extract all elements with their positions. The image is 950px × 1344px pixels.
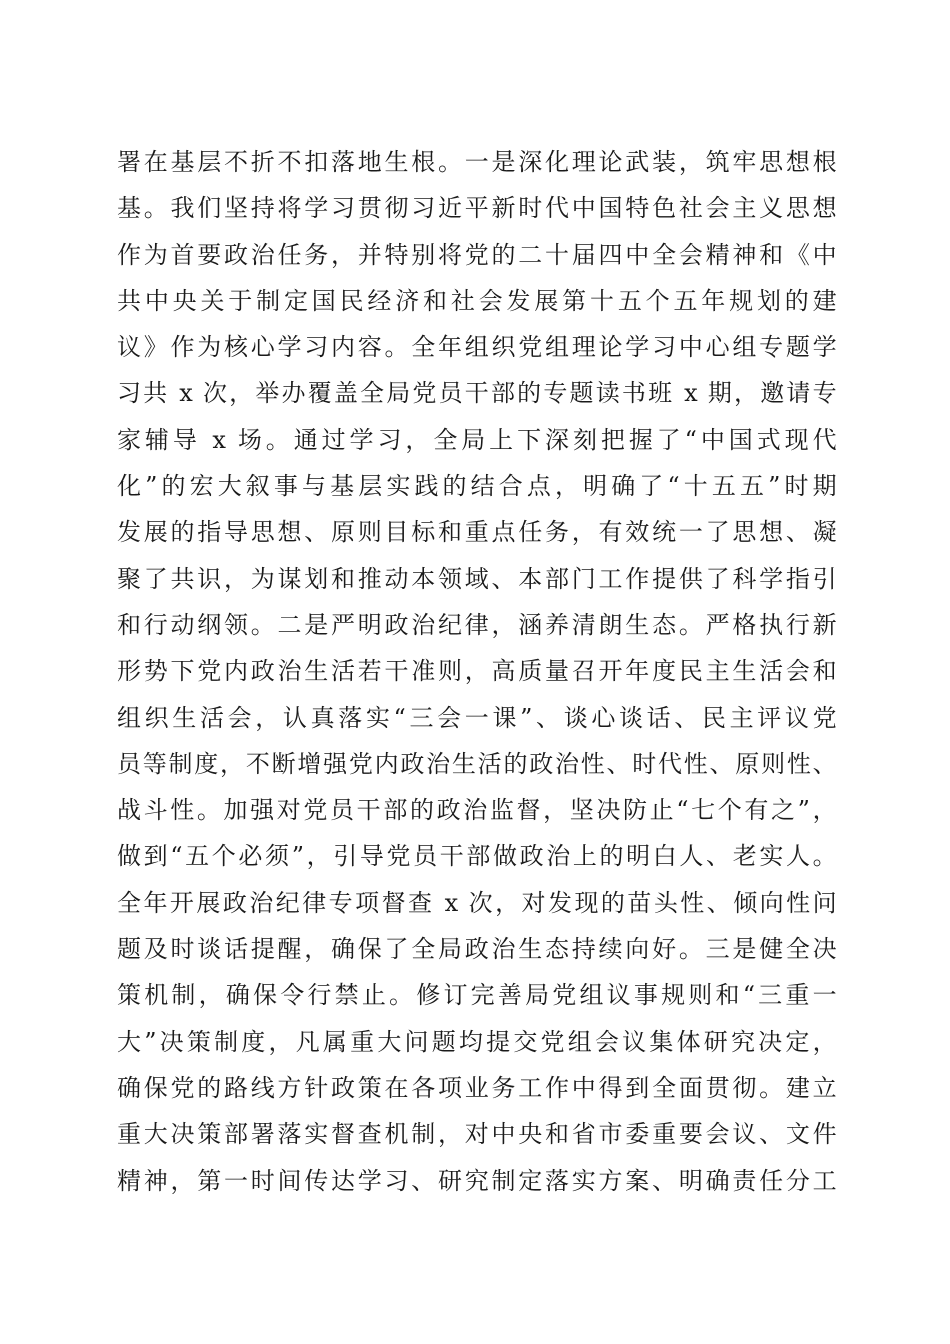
text-line: 和行动纲领。二是严明政治纪律，涵养清朗生态。严格执行新 — [117, 610, 837, 639]
text-line: 组织生活会，认真落实“三会一课”、谈心谈话、民主评议党 — [117, 703, 837, 732]
text-line: 基。我们坚持将学习贯彻习近平新时代中国特色社会主义思想 — [117, 194, 837, 223]
text-line: 聚了共识，为谋划和推动本领域、本部门工作提供了科学指引 — [117, 564, 837, 593]
text-line: 发展的指导思想、原则目标和重点任务，有效统一了思想、凝 — [117, 518, 837, 547]
text-line: 做到“五个必须”，引导党员干部做政治上的明白人、老实人。 — [117, 842, 837, 871]
text-line: 精神，第一时间传达学习、研究制定落实方案、明确责任分工 — [117, 1166, 837, 1195]
text-line: 确保党的路线方针政策在各项业务工作中得到全面贯彻。建立 — [117, 1073, 837, 1102]
text-line: 战斗性。加强对党员干部的政治监督，坚决防止“七个有之”， — [117, 796, 837, 825]
text-line: 策机制，确保令行禁止。修订完善局党组议事规则和“三重一 — [117, 981, 837, 1010]
text-line: 共中央关于制定国民经济和社会发展第十五个五年规划的建 — [117, 286, 837, 315]
text-line: 化”的宏大叙事与基层实践的结合点，明确了“十五五”时期 — [117, 472, 837, 501]
text-line: 员等制度，不断增强党内政治生活的政治性、时代性、原则性、 — [117, 749, 837, 778]
text-line: 作为首要政治任务，并特别将党的二十届四中全会精神和《中 — [117, 240, 837, 269]
text-line: 题及时谈话提醒，确保了全局政治生态持续向好。三是健全决 — [117, 935, 837, 964]
text-line: 议》作为核心学习内容。全年组织党组理论学习中心组专题学 — [117, 333, 837, 362]
text-line: 全年开展政治纪律专项督查 x 次，对发现的苗头性、倾向性问 — [117, 888, 837, 917]
text-line: 大”决策制度，凡属重大问题均提交党组会议集体研究决定， — [117, 1027, 837, 1056]
text-line: 重大决策部署落实督查机制，对中央和省市委重要会议、文件 — [117, 1120, 837, 1149]
text-line: 署在基层不折不扣落地生根。一是深化理论武装，筑牢思想根 — [117, 148, 837, 176]
text-line: 习共 x 次，举办覆盖全局党员干部的专题读书班 x 期，邀请专 — [117, 379, 837, 408]
text-line: 家辅导 x 场。通过学习，全局上下深刻把握了“中国式现代 — [117, 425, 837, 454]
text-line: 形势下党内政治生活若干准则，高质量召开年度民主生活会和 — [117, 657, 837, 686]
body-paragraph — [117, 139, 837, 1204]
